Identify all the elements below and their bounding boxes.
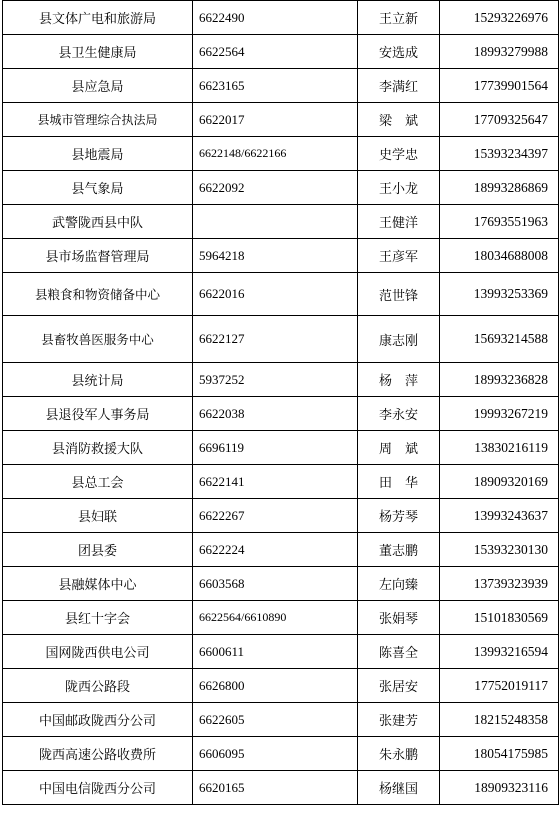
contact-person-cell: 王小龙 (358, 171, 440, 205)
contact-person-cell: 李永安 (358, 397, 440, 431)
unit-name-cell: 县退役军人事务局 (3, 397, 193, 431)
contact-person-cell: 张娟琴 (358, 601, 440, 635)
contact-person-cell: 张居安 (358, 669, 440, 703)
mobile-phone-cell: 13993243637 (440, 499, 559, 533)
table-row (3, 431, 559, 465)
office-phone-cell: 6622141 (193, 465, 358, 499)
unit-name-cell: 县红十字会 (3, 601, 193, 635)
unit-name-cell: 县妇联 (3, 499, 193, 533)
mobile-phone-cell: 15293226976 (440, 1, 559, 35)
mobile-phone-cell: 18054175985 (440, 737, 559, 771)
contact-person-cell: 梁 斌 (358, 103, 440, 137)
unit-name-cell: 县统计局 (3, 363, 193, 397)
table-row (3, 239, 559, 273)
mobile-phone-cell: 18215248358 (440, 703, 559, 737)
contact-person-cell: 周 斌 (358, 431, 440, 465)
unit-name-cell: 陇西高速公路收费所 (3, 737, 193, 771)
table-row (3, 533, 559, 567)
unit-name-cell: 县气象局 (3, 171, 193, 205)
office-phone-cell: 6622267 (193, 499, 358, 533)
table-row (3, 273, 559, 316)
mobile-phone-cell: 17739901564 (440, 69, 559, 103)
contact-table-body (3, 1, 559, 805)
table-row (3, 499, 559, 533)
office-phone-cell: 6622017 (193, 103, 358, 137)
table-row (3, 703, 559, 737)
office-phone-cell: 6622605 (193, 703, 358, 737)
unit-name-cell: 县文体广电和旅游局 (3, 1, 193, 35)
contact-table (2, 0, 559, 805)
office-phone-cell: 6622224 (193, 533, 358, 567)
table-row (3, 567, 559, 601)
contact-person-cell: 范世锋 (358, 273, 440, 316)
mobile-phone-cell: 13993253369 (440, 273, 559, 316)
unit-name-cell: 县畜牧兽医服务中心 (3, 316, 193, 363)
mobile-phone-cell: 13739323939 (440, 567, 559, 601)
table-row (3, 205, 559, 239)
office-phone-cell: 6622564/6610890 (193, 601, 358, 635)
table-row (3, 601, 559, 635)
table-row (3, 137, 559, 171)
contact-person-cell: 杨继国 (358, 771, 440, 805)
contact-person-cell: 朱永鹏 (358, 737, 440, 771)
contact-person-cell: 李满红 (358, 69, 440, 103)
mobile-phone-cell: 13830216119 (440, 431, 559, 465)
table-row (3, 103, 559, 137)
office-phone-cell: 6600611 (193, 635, 358, 669)
unit-name-cell: 县城市管理综合执法局 (3, 103, 193, 137)
unit-name-cell: 中国邮政陇西分公司 (3, 703, 193, 737)
contact-person-cell: 杨 萍 (358, 363, 440, 397)
mobile-phone-cell: 18993236828 (440, 363, 559, 397)
office-phone-cell: 5964218 (193, 239, 358, 273)
table-row (3, 771, 559, 805)
office-phone-cell: 6603568 (193, 567, 358, 601)
unit-name-cell: 县卫生健康局 (3, 35, 193, 69)
office-phone-cell (193, 205, 358, 239)
mobile-phone-cell: 17709325647 (440, 103, 559, 137)
office-phone-cell: 5937252 (193, 363, 358, 397)
unit-name-cell: 县总工会 (3, 465, 193, 499)
office-phone-cell: 6622490 (193, 1, 358, 35)
unit-name-cell: 县消防救援大队 (3, 431, 193, 465)
contact-person-cell: 陈喜全 (358, 635, 440, 669)
office-phone-cell: 6622038 (193, 397, 358, 431)
office-phone-cell: 6606095 (193, 737, 358, 771)
mobile-phone-cell: 19993267219 (440, 397, 559, 431)
contact-person-cell: 左向臻 (358, 567, 440, 601)
unit-name-cell: 中国电信陇西分公司 (3, 771, 193, 805)
mobile-phone-cell: 17693551963 (440, 205, 559, 239)
mobile-phone-cell: 15693214588 (440, 316, 559, 363)
contact-person-cell: 王健洋 (358, 205, 440, 239)
table-row (3, 465, 559, 499)
table-row (3, 669, 559, 703)
mobile-phone-cell: 18034688008 (440, 239, 559, 273)
unit-name-cell: 县粮食和物资储备中心 (3, 273, 193, 316)
office-phone-cell: 6696119 (193, 431, 358, 465)
unit-name-cell: 国网陇西供电公司 (3, 635, 193, 669)
contact-person-cell: 王彦军 (358, 239, 440, 273)
contact-person-cell: 张建芳 (358, 703, 440, 737)
table-row (3, 1, 559, 35)
office-phone-cell: 6622092 (193, 171, 358, 205)
office-phone-cell: 6620165 (193, 771, 358, 805)
office-phone-cell: 6623165 (193, 69, 358, 103)
mobile-phone-cell: 15393230130 (440, 533, 559, 567)
office-phone-cell: 6626800 (193, 669, 358, 703)
mobile-phone-cell: 15101830569 (440, 601, 559, 635)
office-phone-cell: 6622148/6622166 (193, 137, 358, 171)
table-row (3, 397, 559, 431)
contact-person-cell: 董志鹏 (358, 533, 440, 567)
mobile-phone-cell: 15393234397 (440, 137, 559, 171)
table-row (3, 635, 559, 669)
contact-person-cell: 杨芳琴 (358, 499, 440, 533)
mobile-phone-cell: 17752019117 (440, 669, 559, 703)
mobile-phone-cell: 18909323116 (440, 771, 559, 805)
table-row (3, 316, 559, 363)
contact-person-cell: 田 华 (358, 465, 440, 499)
contact-person-cell: 王立新 (358, 1, 440, 35)
unit-name-cell: 县应急局 (3, 69, 193, 103)
office-phone-cell: 6622564 (193, 35, 358, 69)
office-phone-cell: 6622127 (193, 316, 358, 363)
unit-name-cell: 武警陇西县中队 (3, 205, 193, 239)
table-row (3, 737, 559, 771)
table-row (3, 69, 559, 103)
unit-name-cell: 陇西公路段 (3, 669, 193, 703)
mobile-phone-cell: 18909320169 (440, 465, 559, 499)
contact-person-cell: 安选成 (358, 35, 440, 69)
mobile-phone-cell: 18993286869 (440, 171, 559, 205)
contact-person-cell: 康志刚 (358, 316, 440, 363)
unit-name-cell: 团县委 (3, 533, 193, 567)
table-row (3, 363, 559, 397)
unit-name-cell: 县市场监督管理局 (3, 239, 193, 273)
table-row (3, 35, 559, 69)
mobile-phone-cell: 13993216594 (440, 635, 559, 669)
contact-person-cell: 史学忠 (358, 137, 440, 171)
mobile-phone-cell: 18993279988 (440, 35, 559, 69)
unit-name-cell: 县融媒体中心 (3, 567, 193, 601)
office-phone-cell: 6622016 (193, 273, 358, 316)
unit-name-cell: 县地震局 (3, 137, 193, 171)
table-row (3, 171, 559, 205)
